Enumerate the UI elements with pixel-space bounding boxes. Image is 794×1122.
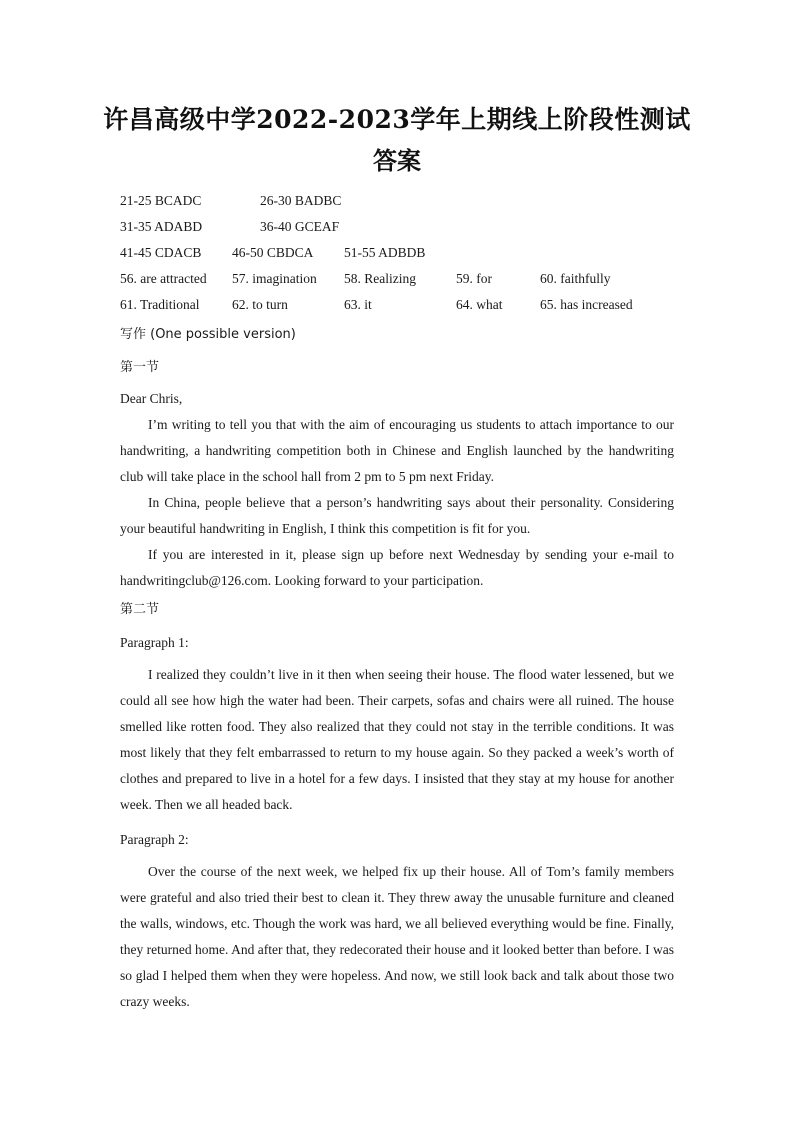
answer-cell: 56. are attracted xyxy=(120,271,207,286)
section-1-heading: 第一节 xyxy=(120,360,160,375)
answer-cell: 63. it xyxy=(344,297,372,312)
answer-cell: 21-25 BCADC xyxy=(120,193,202,208)
letter-salutation: Dear Chris, xyxy=(120,391,183,406)
paragraph-1-text: I realized they couldn’t live in it then when seeing their house. The flood water lessened, but we could all see how high the water had been. Their carpets, sofas and chairs were all ruined. The house smelled like rotten food. They also realized that they could not stay in the terrible conditions. It was most likely that they felt embarrassed to return to my house again. So they packed a week’s worth of clothes and prepared to live in a hotel for a few days. I insisted that they stay at my house for another week. Then we all headed back. xyxy=(120,667,674,812)
section-2-heading: 第二节 xyxy=(120,602,160,617)
answer-cell: 58. Realizing xyxy=(344,271,416,286)
answer-cell: 57. imagination xyxy=(232,271,317,286)
answer-cell: 36-40 GCEAF xyxy=(260,219,340,234)
document-subtitle: 答案 xyxy=(373,146,421,175)
answer-cell: 61. Traditional xyxy=(120,297,200,312)
answer-cell: 62. to turn xyxy=(232,297,288,312)
answer-cell: 65. has increased xyxy=(540,297,633,312)
answer-cell: 26-30 BADBC xyxy=(260,193,342,208)
document-title: 许昌高级中学2022-2023学年上期线上阶段性测试 xyxy=(103,105,691,134)
letter-paragraph: I’m writing to tell you that with the aim of encouraging us students to attach importance to our handwriting, a handwriting competition both in Chinese and English launched by the handwriting club will take place in the school hall from 2 pm to 5 pm next Friday. xyxy=(120,417,674,484)
answer-cell: 64. what xyxy=(456,297,503,312)
letter-paragraph: In China, people believe that a person’s handwriting says about their personality. Considering your beautiful handwriting in English, I think this competition is fit for you. xyxy=(120,495,674,536)
writing-heading: 写作 (One possible version) xyxy=(120,327,296,342)
paragraph-2-label: Paragraph 2: xyxy=(120,832,189,847)
answer-cell: 41-45 CDACB xyxy=(120,245,202,260)
answer-cell: 31-35 ADABD xyxy=(120,219,203,234)
answer-cell: 59. for xyxy=(456,271,492,286)
answer-cell: 60. faithfully xyxy=(540,271,611,286)
letter-paragraph: If you are interested in it, please sign up before next Wednesday by sending your e-mail to handwritingclub@126.com. Looking forward to your participation. xyxy=(120,547,674,588)
paragraph-1-label: Paragraph 1: xyxy=(120,635,189,650)
answer-cell: 46-50 CBDCA xyxy=(232,245,314,260)
paragraph-2-text: Over the course of the next week, we helped fix up their house. All of Tom’s family members were grateful and also tried their best to clean it. They threw away the unusable furniture and cleaned the walls, windows, etc. Though the work was hard, we all believed everything would be fine. Finally, they returned home. And after that, they redecorated their house and it looked better than before. I was so glad I helped them when they were hopeless. And now, we still look back and talk about those two crazy weeks. xyxy=(120,864,674,1009)
answer-cell: 51-55 ADBDB xyxy=(344,245,426,260)
